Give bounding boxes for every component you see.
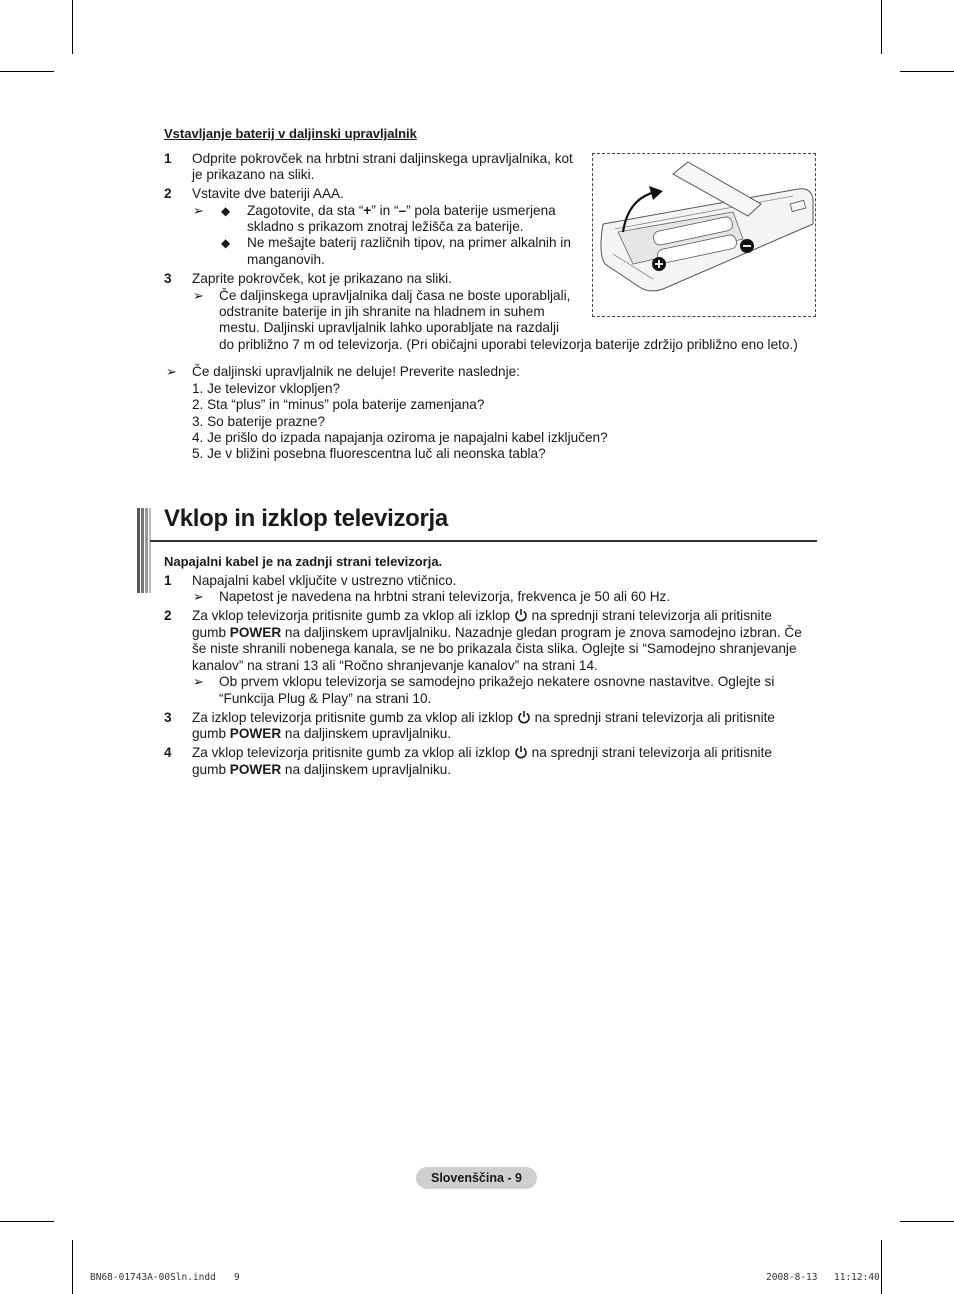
- note-text: odstranite baterije in jih shranite na hladnem in suhem: [219, 304, 545, 319]
- power-section-subtitle: Napajalni kabel je na zadnji strani televizorja.: [164, 554, 443, 569]
- bullet-text: Zagotovite, da sta “+” in “–” pola baterije usmerjena: [247, 203, 556, 218]
- step-text: Odprite pokrovček na hrbtni strani daljinskega upravljalnika, kot: [192, 151, 573, 166]
- crop-mark: [0, 71, 54, 72]
- crop-mark: [72, 0, 73, 54]
- note-text: “Funkcija Plug & Play” na strani 10.: [219, 691, 432, 706]
- footer-time: 11:12:40: [834, 1272, 880, 1283]
- step-text: Za vklop televizorja pritisnite gumb za vklop ali izklop na sprednji strani televizorja ali pritisnite: [192, 745, 772, 760]
- troubleshoot-item: 1. Je televizor vklopljen?: [192, 381, 341, 396]
- step-number: 2: [164, 186, 172, 201]
- heading-divider: [150, 540, 817, 542]
- step-text: še niste shranili nobenega kanala, se ne bo prikazala čista slika. Oglejte si “Samodejno shranjevanje: [192, 641, 797, 656]
- crop-mark: [881, 1240, 882, 1294]
- bullet-diamond-icon: ◆: [221, 236, 231, 250]
- step-text: Zaprite pokrovček, kot je prikazano na sliki.: [192, 271, 452, 286]
- step-text: gumb POWER na daljinskem upravljalniku.: [192, 762, 452, 777]
- page-number-badge: Slovenščina - 9: [416, 1167, 537, 1189]
- step-number: 2: [164, 608, 172, 623]
- crop-mark: [900, 71, 954, 72]
- troubleshoot-item: 3. So baterije prazne?: [192, 414, 326, 429]
- bullet-text: Ne mešajte baterij različnih tipov, na primer alkalnih in: [247, 235, 571, 250]
- bullet-diamond-icon: ◆: [221, 204, 231, 218]
- note-arrow-icon: ➢: [193, 203, 204, 218]
- section-marker-bars: [137, 508, 151, 593]
- crop-mark: [881, 0, 882, 54]
- power-icon: [514, 608, 528, 622]
- note-arrow-icon: ➢: [166, 364, 177, 379]
- power-icon: [517, 710, 531, 724]
- battery-illustration: [592, 153, 816, 317]
- troubleshoot-item: 2. Sta “plus” in “minus” pola baterije zamenjana?: [192, 397, 485, 412]
- crop-mark: [72, 1240, 73, 1294]
- footer-date: 2008-8-13: [766, 1272, 818, 1283]
- troubleshoot-item: 5. Je v bližini posebna fluorescentna luč ali neonska tabla?: [192, 446, 546, 461]
- note-arrow-icon: ➢: [193, 674, 204, 689]
- step-number: 1: [164, 573, 172, 588]
- step-number: 3: [164, 271, 172, 286]
- step-text: Za izklop televizorja pritisnite gumb za vklop ali izklop na sprednji strani televizorja ali pritisnite: [192, 710, 775, 725]
- step-text: gumb POWER na daljinskem upravljalniku. Nazadnje gledan program je znova samodejno izbran. Če: [192, 625, 802, 640]
- footer-filename: BN68-01743A-00Sln.indd: [90, 1272, 216, 1283]
- step-number: 4: [164, 745, 172, 760]
- note-text: Če daljinskega upravljalnika dalj časa ne boste uporabljali,: [219, 288, 571, 303]
- step-text: Napajalni kabel vključite v ustrezno vtičnico.: [192, 573, 457, 588]
- footer-page: 9: [234, 1272, 240, 1283]
- note-arrow-icon: ➢: [193, 288, 204, 303]
- remote-battery-drawing: [593, 154, 815, 316]
- note-text: Napetost je navedena na hrbtni strani televizorja, frekvenca je 50 ali 60 Hz.: [219, 589, 671, 604]
- step-text: je prikazano na sliki.: [192, 167, 315, 182]
- step-number: 3: [164, 710, 172, 725]
- step-text: Vstavite dve bateriji AAA.: [192, 186, 344, 201]
- note-arrow-icon: ➢: [193, 589, 204, 604]
- page-title: Vklop in izklop televizorja: [164, 505, 448, 532]
- bullet-text: manganovih.: [247, 252, 325, 267]
- step-text: gumb POWER na daljinskem upravljalniku.: [192, 726, 452, 741]
- note-text: do približno 7 m od televizorja. (Pri običajni uporabi televizorja baterije zdržijo približno eno leto.): [219, 337, 798, 352]
- step-text: kanalov” na strani 13 ali “Ročno shranjevanje kanalov” na strani 14.: [192, 658, 598, 673]
- battery-section-title: Vstavljanje baterij v daljinski upravljalnik: [164, 126, 417, 141]
- step-number: 1: [164, 151, 172, 166]
- note-text: Ob prvem vklopu televizorja se samodejno prikažejo nekatere osnovne nastavitve. Oglejte si: [219, 674, 775, 689]
- crop-mark: [0, 1221, 54, 1222]
- troubleshoot-intro: Če daljinski upravljalnik ne deluje! Preverite naslednje:: [192, 364, 520, 379]
- troubleshoot-item: 4. Je prišlo do izpada napajanja oziroma je napajalni kabel izključen?: [192, 430, 608, 445]
- bullet-text: skladno s prikazom znotraj ležišča za baterije.: [247, 219, 524, 234]
- crop-mark: [900, 1221, 954, 1222]
- note-text: mestu. Daljinski upravljalnik lahko uporabljate na razdalji: [219, 320, 560, 335]
- power-icon: [514, 745, 528, 759]
- step-text: Za vklop televizorja pritisnite gumb za vklop ali izklop na sprednji strani televizorja ali pritisnite: [192, 608, 772, 623]
